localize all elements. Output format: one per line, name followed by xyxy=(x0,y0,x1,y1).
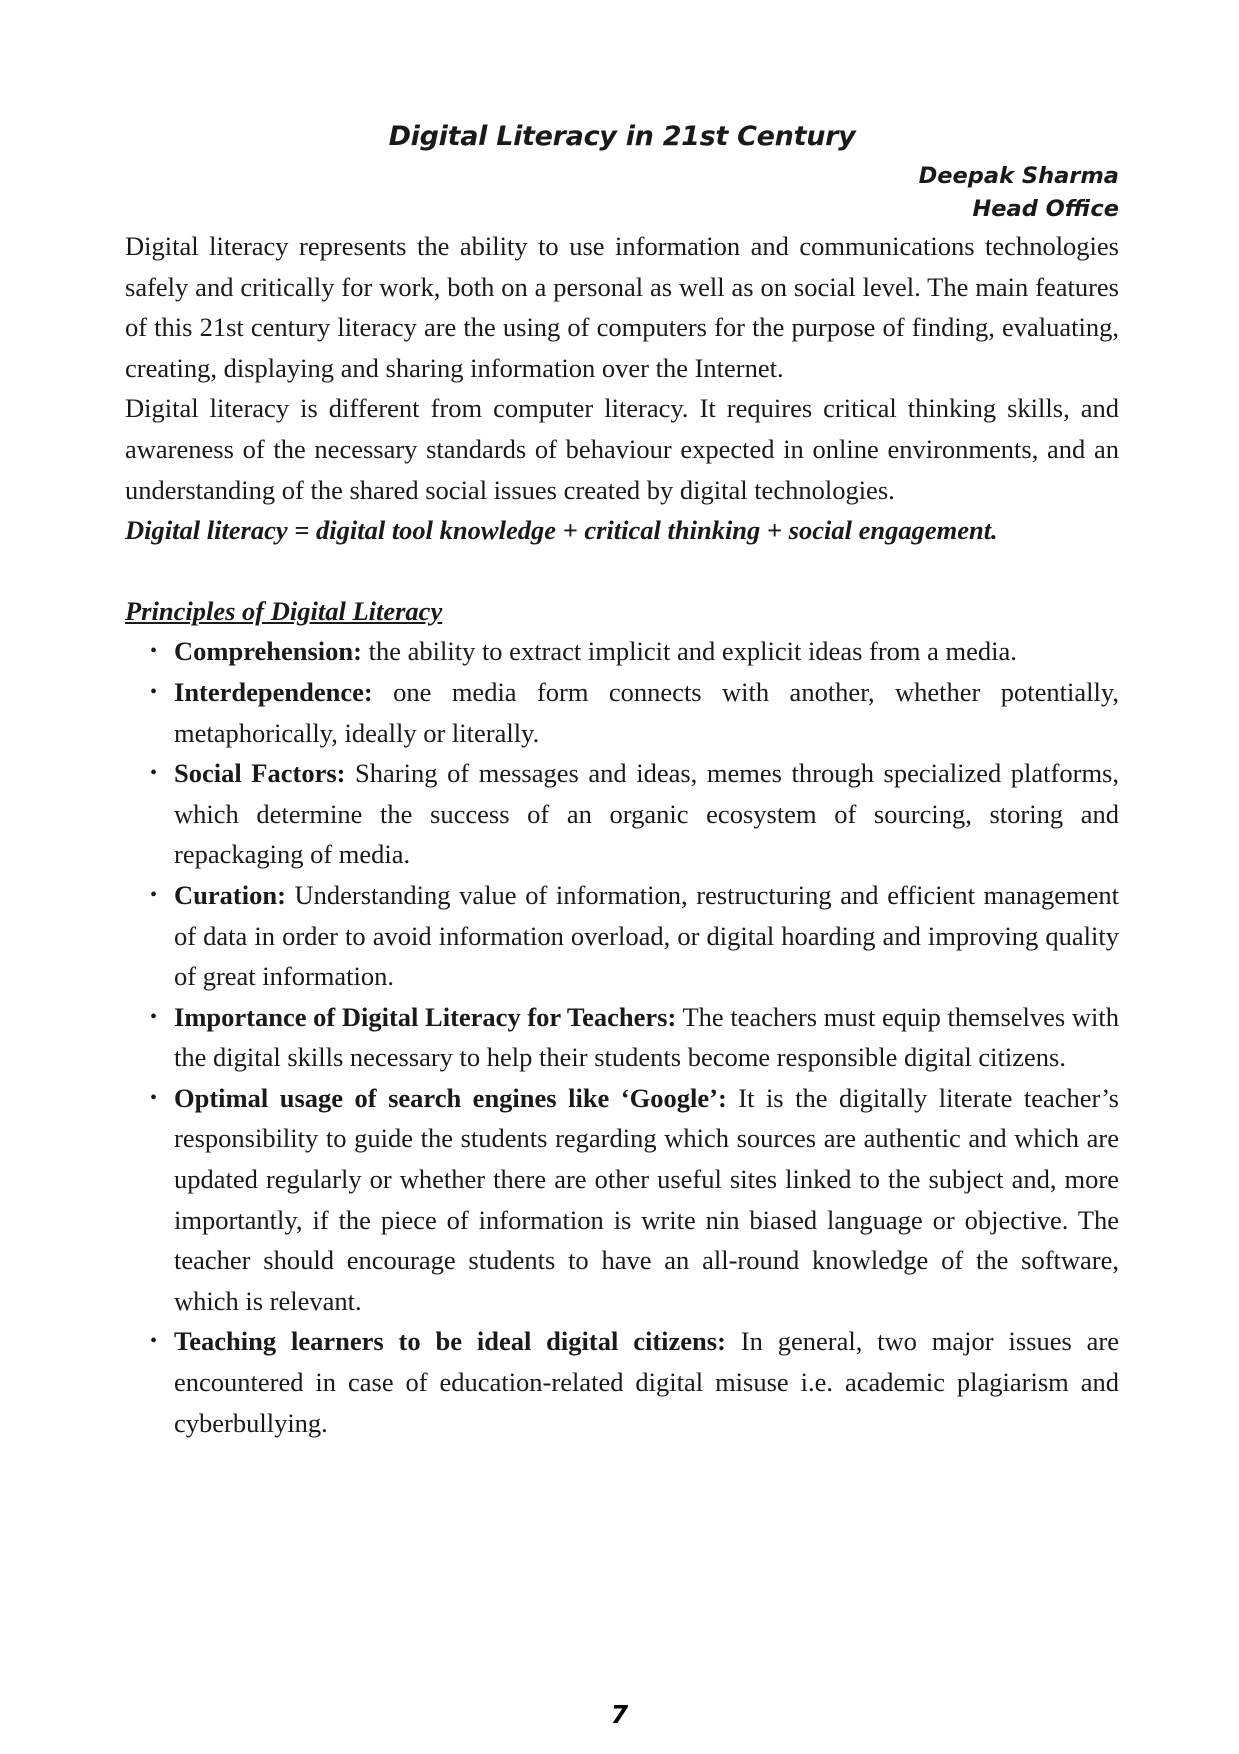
list-item xyxy=(125,631,1119,672)
principle-term: Interdependence: xyxy=(174,676,373,707)
principle-text: the ability to extract implicit and explicit ideas from a media. xyxy=(361,636,1017,667)
page-title: Digital Literacy in 21st Century xyxy=(388,121,856,152)
bullet-icon: • xyxy=(150,1005,158,1028)
intro-paragraph-2: Digital literacy is different from computer literacy. It requires critical thinking skills, and awareness of the necessary standards of behaviour expected in online environments, and an understanding of the shared social issues created by digital technologies. xyxy=(125,393,1119,505)
section-spacer xyxy=(125,551,1119,591)
literacy-formula: Digital literacy = digital tool knowledge + critical thinking + social engagement. xyxy=(125,515,998,546)
bullet-icon: • xyxy=(150,1330,158,1353)
principles-list xyxy=(125,631,1119,1443)
principle-text: In general, two major issues are encountered in case of education-related digital misuse i.e. academic plagiarism and cyberbullying. xyxy=(174,1326,1119,1438)
principle-text: Sharing of messages and ideas, memes through specialized platforms, which determine the success of an organic ecosystem of sourcing, storing and repackaging of media. xyxy=(174,758,1119,870)
bullet-icon: • xyxy=(150,680,158,703)
principle-term: Curation: xyxy=(174,879,286,910)
principle-text: The teachers must equip themselves with the digital skills necessary to help their students become responsible digital citizens. xyxy=(174,1001,1119,1073)
section-heading: Principles of Digital Literacy xyxy=(125,595,443,626)
intro-paragraph-1: Digital literacy represents the ability to use information and communications technologies safely and critically for work, both on a personal as well as on social level. The main features of this 21st century literacy are the using of computers for the purpose of finding, evaluating, creating, displaying and sharing information over the Internet. xyxy=(125,231,1119,383)
principle-term: Importance of Digital Literacy for Teachers: xyxy=(174,1001,677,1032)
list-item xyxy=(125,1078,1119,1322)
bullet-icon: • xyxy=(150,762,158,785)
principle-text: Understanding value of information, restructuring and efficient management of data in order to avoid information overload, or digital hoarding and improving quality of great information. xyxy=(174,879,1119,992)
bullet-icon: • xyxy=(150,640,158,663)
principle-text: It is the digitally literate teacher’s responsibility to guide the students regarding which sources are authentic and which are updated regularly or whether there are other useful sites linked to the subject and, more importantly, if the piece of information is write nin biased language or objective. The teacher should encourage students to have an all-round knowledge of the software, which is relevant. xyxy=(174,1082,1119,1316)
principle-term: Comprehension: xyxy=(174,636,362,667)
page-number: 7 xyxy=(610,1700,629,1729)
bullet-icon: • xyxy=(150,1086,158,1109)
principle-term: Social Factors: xyxy=(174,758,346,789)
principle-term: Optimal usage of search engines like ‘Google’: xyxy=(174,1082,727,1113)
list-item xyxy=(125,997,1119,1078)
list-item xyxy=(125,875,1119,997)
list-item xyxy=(125,672,1119,753)
author-name: Deepak Sharma xyxy=(918,163,1119,189)
principle-text: one media form connects with another, whether potentially, metaphorically, ideally or literally. xyxy=(174,676,1119,748)
principle-term: Teaching learners to be ideal digital citizens: xyxy=(174,1326,726,1357)
author-office: Head Office xyxy=(972,196,1119,222)
document-page xyxy=(125,118,1119,1443)
list-item xyxy=(125,1321,1119,1443)
bullet-icon: • xyxy=(150,883,158,906)
list-item xyxy=(125,753,1119,875)
